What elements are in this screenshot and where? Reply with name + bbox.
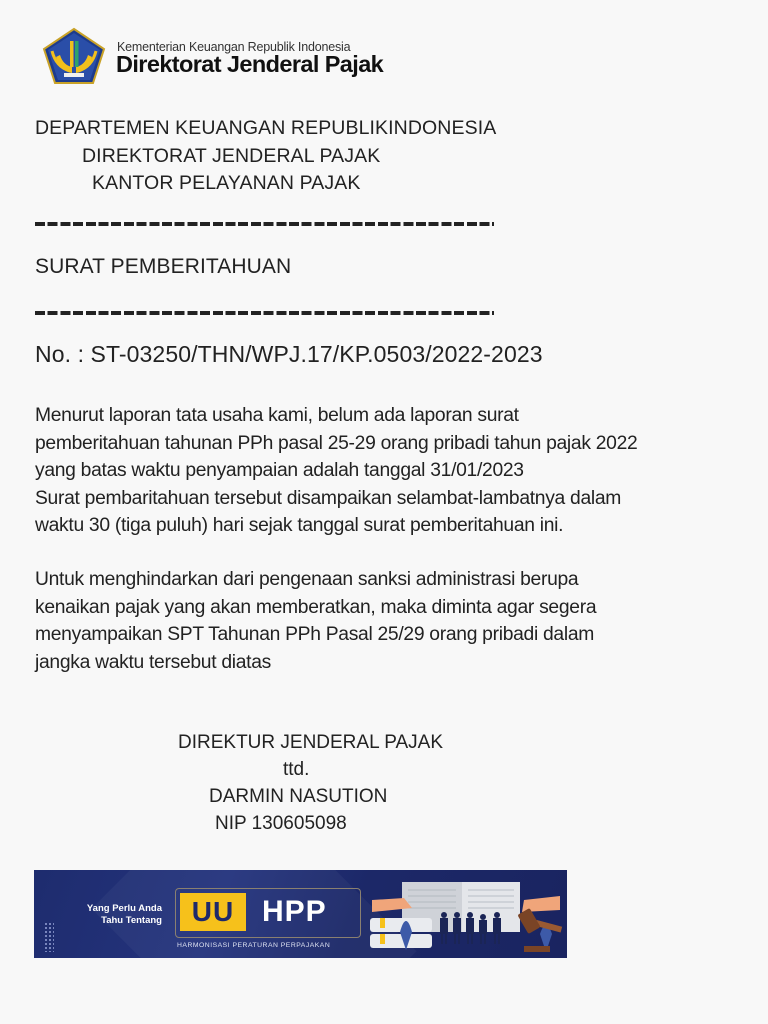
letterhead-directorate: DIREKTORAT JENDERAL PAJAK <box>82 145 381 167</box>
paragraph-line: Untuk menghindarkan dari pengenaan sanksi administrasi berupa <box>35 569 579 590</box>
letterhead-office: KANTOR PELAYANAN PAJAK <box>92 172 361 194</box>
paragraph-notice <box>35 402 637 540</box>
paragraph-line: Surat pembaritahuan tersebut disampaikan selambat-lambatnya dalam <box>35 487 622 509</box>
dot-grid-icon <box>44 922 54 952</box>
paragraph-line: jangka waktu tersebut diatas <box>35 651 271 673</box>
paragraph-line: waktu 30 (tiga puluh) hari sejak tanggal surat pemberitahuan ini. <box>35 515 564 536</box>
hpp-label: HPP <box>262 895 327 928</box>
banner-tagline-line2: Tahu Tentang <box>101 915 162 926</box>
banner-tagline-line1: Yang Perlu Anda <box>86 903 162 914</box>
signature-position: DIREKTUR JENDERAL PAJAK <box>178 732 443 753</box>
signature-ttd: ttd. <box>283 759 310 780</box>
banner-subtitle: HARMONISASI PERATURAN PERPAJAKAN <box>177 942 331 949</box>
signature-nip: NIP 130605098 <box>215 813 347 834</box>
banner-tagline <box>54 903 162 927</box>
paragraph-line: menyampaikan SPT Tahunan PPh Pasal 25/29 orang pribadi dalam <box>35 624 595 645</box>
logo-title: Direktorat Jenderal Pajak <box>116 51 384 77</box>
dashed-divider <box>35 311 494 315</box>
djp-logo <box>42 27 384 85</box>
paragraph-line: Menurut laporan tata usaha kami, belum ada laporan surat <box>35 405 519 426</box>
dashed-divider <box>35 222 494 226</box>
document-title: SURAT PEMBERITAHUAN <box>35 255 292 278</box>
document-number: No. : ST-03250/THN/WPJ.17/KP.0503/2022-2023 <box>35 341 543 367</box>
paragraph-warning <box>35 566 596 676</box>
logo-subtitle: Kementerian Keuangan Republik Indonesia <box>117 40 351 54</box>
kemenkeu-emblem-icon <box>42 27 106 85</box>
paragraph-line: yang batas waktu penyampaian adalah tanggal 31/01/2023 <box>35 460 524 481</box>
uu-hpp-banner[interactable] <box>34 870 567 958</box>
letterhead-department: DEPARTEMEN KEUANGAN REPUBLIKINDONESIA <box>35 117 497 139</box>
law-books-illustration-icon <box>364 870 567 958</box>
uu-label: UU <box>180 893 246 931</box>
signature-name: DARMIN NASUTION <box>209 786 388 807</box>
paragraph-line: pemberitahuan tahunan PPh pasal 25-29 orang pribadi tahun pajak 2022 <box>35 432 638 454</box>
paragraph-line: kenaikan pajak yang akan memberatkan, maka diminta agar segera <box>35 596 597 618</box>
